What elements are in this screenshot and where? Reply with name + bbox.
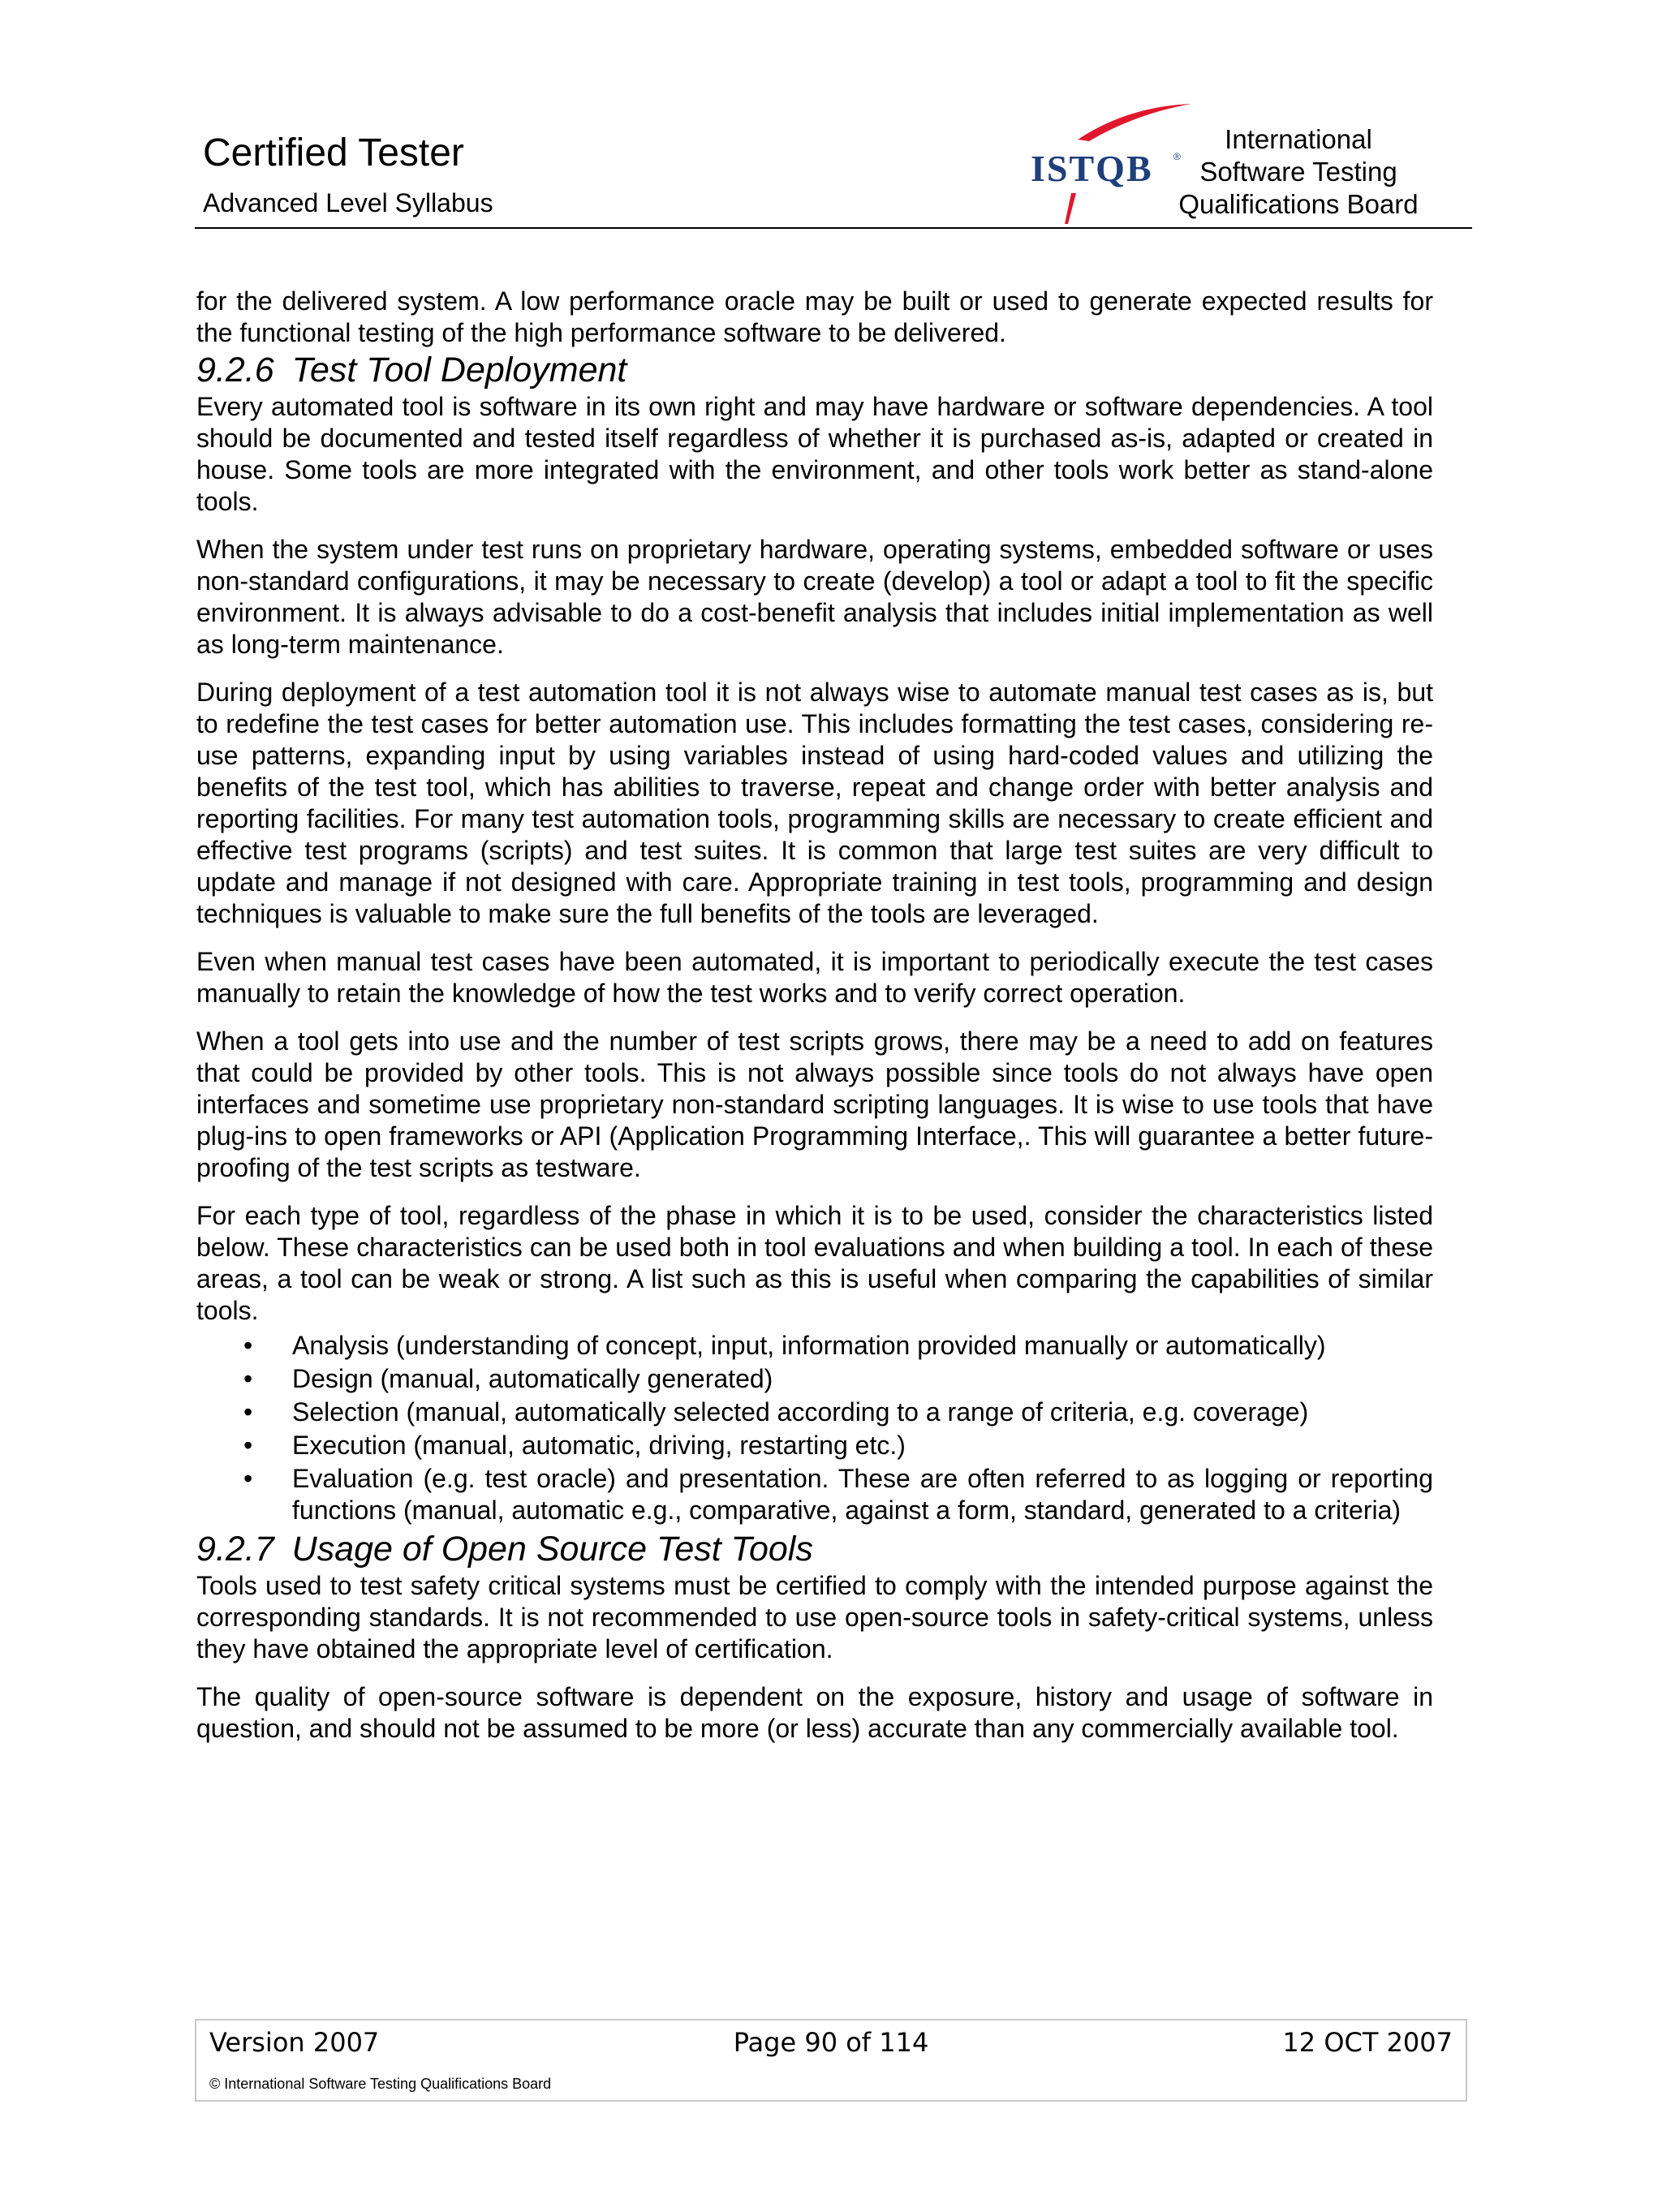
list-item xyxy=(196,1363,1433,1395)
paragraph: When a tool gets into use and the number of test scripts grows, there may be a need to add on features that could be provided by other tools. This is not always possible since tools do not always have open interfaces and sometime use proprietary non-standard scripting languages. It is wise to use tools that have plug-ins to open frameworks or API (Application Programming Interface,. This will guarantee a better future-proofing of the test scripts as testware. xyxy=(196,1026,1433,1182)
section-heading xyxy=(196,349,1433,391)
org-line: Software Testing xyxy=(1199,157,1397,187)
intro-paragraph: for the delivered system. A low performance oracle may be built or used to generate expected results for the functional testing of the high performance software to be delivered. xyxy=(196,286,1433,347)
list-item-text: Analysis (understanding of concept, input, information provided manually or automatically) xyxy=(292,1331,1326,1360)
list-item xyxy=(196,1463,1433,1526)
paragraph: For each type of tool, regardless of the phase in which it is to be used, consider the characteristics listed below. These characteristics can be used both in tool evaluations and when building a tool. In each of these areas, a tool can be weak or strong. A list such as this is useful when comparing the capabilities of similar tools. xyxy=(196,1201,1433,1325)
section-heading xyxy=(196,1528,1433,1570)
footer-row xyxy=(196,2027,1466,2063)
list-item xyxy=(196,1396,1433,1428)
page-footer xyxy=(195,2019,1467,2102)
org-line: Qualifications Board xyxy=(1178,189,1419,219)
list-item-text: Selection (manual, automatically selected according to a range of criteria, e.g. coverage) xyxy=(292,1397,1309,1427)
footer-date: 12 OCT 2007 xyxy=(1282,2027,1453,2058)
organization-name xyxy=(1169,123,1428,221)
bullet-icon: • xyxy=(243,1464,253,1493)
paragraph: During deployment of a test automation tool it is not always wise to automate manual test cases as is, but to redefine the test cases for better automation use. This includes formatting the test cases, considering re-use patterns, expanding input by using variables instead of using hard-coded values and utilizing the benefits of the test tool, which has abilities to traverse, repeat and change order with better analysis and reporting facilities. For many test automation tools, programming skills are necessary to create efficient and effective test programs (scripts) and test suites. It is common that large test suites are very difficult to update and manage if not designed with care. Appropriate training in test tools, programming and design techniques is valuable to make sure the full benefits of the tools are leveraged. xyxy=(196,678,1433,928)
page-content xyxy=(196,286,1433,1745)
footer-page-number: Page 90 of 114 xyxy=(733,2027,929,2058)
list-item-text: Design (manual, automatically generated) xyxy=(292,1364,773,1393)
list-item xyxy=(196,1330,1433,1362)
footer-copyright: © International Software Testing Qualifications Board xyxy=(209,2076,552,2092)
section-number: 9.2.7 xyxy=(196,1530,274,1569)
list-item xyxy=(196,1430,1433,1461)
paragraph: The quality of open-source software is dependent on the exposure, history and usage of software in question, and should not be assumed to be more (or less) accurate than any commercially available tool. xyxy=(196,1682,1433,1743)
logo-wordmark: ISTQB xyxy=(1031,148,1153,189)
org-line: International xyxy=(1225,124,1372,154)
paragraph: Every automated tool is software in its own right and may have hardware or software dependencies. A tool should be documented and tested itself regardless of whether it is purchased as-is, adapted or created in house. Some tools are more integrated with the environment, and other tools work better as stand-alone tools. xyxy=(196,392,1433,516)
paragraph: Tools used to test safety critical systems must be certified to comply with the intended purpose against the corresponding standards. It is not recommended to use open-source tools in safety-critical systems, unless they have obtained the appropriate level of certification. xyxy=(196,1571,1433,1663)
bullet-icon: • xyxy=(243,1431,253,1460)
bullet-icon: • xyxy=(243,1397,253,1427)
document-subtitle: Advanced Level Syllabus xyxy=(203,188,493,217)
footer-version: Version 2007 xyxy=(209,2027,380,2058)
logo-registered-mark: ® xyxy=(1173,151,1181,162)
section-title: Usage of Open Source Test Tools xyxy=(291,1530,813,1569)
list-item-text: Evaluation (e.g. test oracle) and presentation. These are often referred to as logging or reporting functions (manual, automatic e.g., comparative, against a form, standard, generated to a criteria) xyxy=(292,1464,1433,1525)
bullet-icon: • xyxy=(243,1364,253,1393)
document-title: Certified Tester xyxy=(203,131,464,174)
section-number: 9.2.6 xyxy=(196,351,274,389)
header-divider xyxy=(195,227,1472,229)
section-title: Test Tool Deployment xyxy=(291,351,627,389)
bullet-icon: • xyxy=(243,1331,253,1360)
characteristics-list xyxy=(196,1330,1433,1526)
paragraph: When the system under test runs on proprietary hardware, operating systems, embedded software or uses non-standard configurations, it may be necessary to create (develop) a tool or adapt a tool to fit the specific environment. It is always advisable to do a cost-benefit analysis that includes initial implementation as well as long-term maintenance. xyxy=(196,535,1433,659)
list-item-text: Execution (manual, automatic, driving, restarting etc.) xyxy=(292,1431,906,1460)
paragraph: Even when manual test cases have been automated, it is important to periodically execute the test cases manually to retain the knowledge of how the test works and to verify correct operation. xyxy=(196,947,1433,1008)
header-left xyxy=(203,130,493,219)
